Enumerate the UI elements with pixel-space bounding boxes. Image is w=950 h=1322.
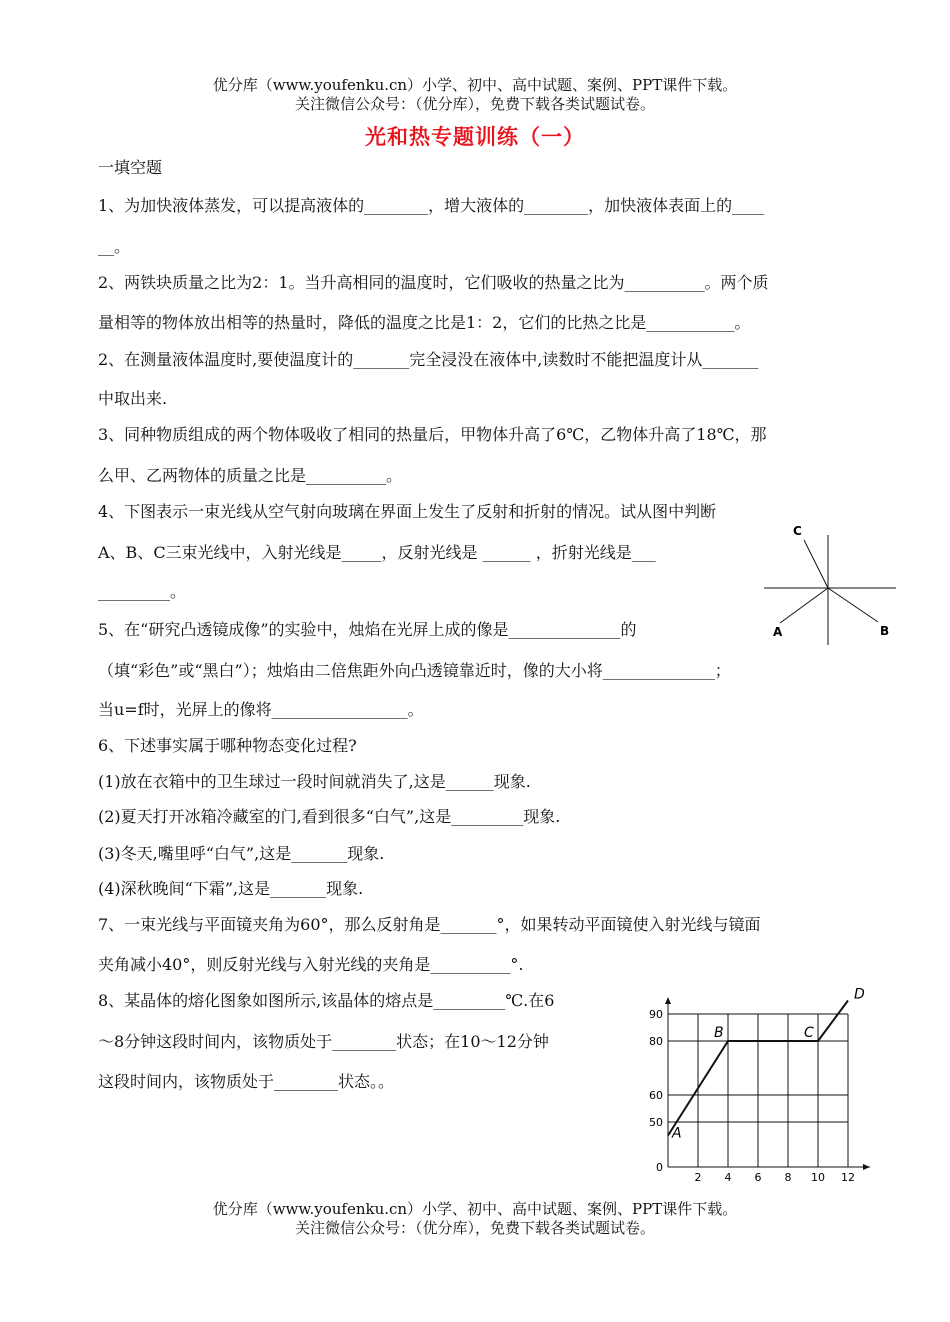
point-label-a: A [672, 1125, 682, 1142]
header-line-1: 优分库（www.youfenku.cn）小学、初中、高中试题、案例、PPT课件下载。 [212, 76, 738, 94]
point-label-d: D [854, 986, 865, 1003]
ray-b [828, 588, 878, 622]
footer-line-1: 优分库（www.youfenku.cn）小学、初中、高中试题、案例、PPT课件下载。 [212, 1200, 738, 1218]
y-tick-label: 80 [649, 1035, 663, 1048]
x-axis-arrow [863, 1164, 870, 1170]
question-2b-line-2: 中取出来. [98, 389, 168, 408]
x-tick-label: 2 [694, 1171, 702, 1184]
ray-c [804, 540, 828, 588]
question-6-line-5: (4)深秋晚间“下霜”,这是_______现象. [98, 879, 364, 898]
x-tick-label: 6 [754, 1171, 762, 1184]
point-label-b: B [714, 1025, 724, 1041]
question-5-line-2: （填“彩色”或“黑白”）；烛焰由二倍焦距外向凸透镜靠近时，像的大小将______________； [98, 661, 731, 680]
question-4-line-3: _________。 [98, 582, 187, 601]
question-8-line-1: 8、某晶体的熔化图象如图所示,该晶体的熔点是_________℃.在6 [98, 991, 555, 1010]
question-8-line-3: 这段时间内，该物质处于________状态。。 [98, 1072, 395, 1091]
y-axis-arrow [665, 997, 671, 1004]
y-tick-label: 0 [656, 1161, 663, 1174]
section-heading: 一填空题 [98, 158, 163, 177]
question-6-line-3: (2)夏天打开冰箱冷藏室的门,看到很多“白气”,这是_________现象. [98, 807, 561, 826]
question-2-line-2: 量相等的物体放出相等的热量时，降低的温度之比是1：2，它们的比热之比是___________。 [98, 313, 751, 332]
question-4-line-1: 4、下图表示一束光线从空气射向玻璃在界面上发生了反射和折射的情况。试从图中判断 [98, 502, 717, 521]
light-ray-figure [760, 520, 900, 650]
header-line-2: 关注微信公众号：（优分库），免费下载各类试题试卷。 [294, 95, 655, 113]
y-tick-label: 60 [649, 1089, 663, 1102]
page-title: 光和热专题训练（一） [365, 124, 585, 149]
question-7-line-1: 7、一束光线与平面镜夹角为60°，那么反射角是_______°，如果转动平面镜使入射光线与镜面 [98, 915, 761, 934]
question-7-line-2: 夹角减小40°，则反射光线与入射光线的夹角是__________°. [98, 955, 524, 974]
question-6-line-2: (1)放在衣箱中的卫生球过一段时间就消失了,这是______现象. [98, 772, 531, 791]
melting-curve-chart [640, 986, 875, 1185]
question-5-line-3: 当u=f时，光屏上的像将_________________。 [98, 700, 424, 719]
ray-a [780, 588, 828, 623]
y-tick-label: 90 [649, 1008, 663, 1021]
question-6-line-1: 6、下述事实属于哪种物态变化过程? [98, 736, 357, 755]
point-label-c: C [804, 1025, 814, 1041]
question-8-line-2: ～8分钟这段时间内，该物质处于________状态；在10～12分钟 [98, 1032, 549, 1051]
question-2-line-1: 2、两铁块质量之比为2：1。当升高相同的温度时，它们吸收的热量之比为__________。两个质 [98, 273, 769, 292]
x-tick-label: 4 [724, 1171, 732, 1184]
question-6-line-4: (3)冬天,嘴里呼“白气”,这是_______现象. [98, 844, 385, 863]
y-tick-label: 50 [649, 1116, 663, 1129]
question-3-line-1: 3、同种物质组成的两个物体吸收了相同的热量后，甲物体升高了6℃，乙物体升高了18℃，那 [98, 425, 767, 444]
question-1-line-1: 1、为加快液体蒸发，可以提高液体的________，增大液体的________，加快液体表面上的____ [98, 196, 765, 215]
x-tick-label: 8 [784, 1171, 792, 1184]
question-3-line-2: 么甲、乙两物体的质量之比是__________。 [98, 466, 403, 485]
chart-axes [665, 997, 870, 1170]
question-1-line-2: __。 [98, 237, 131, 256]
question-4-line-2: A、B、C三束光线中，入射光线是_____，反射光线是 ______ ，折射光线是___ [98, 543, 656, 562]
ray-b-label: B [880, 624, 890, 638]
footer-line-2: 关注微信公众号：（优分库），免费下载各类试题试卷。 [294, 1219, 655, 1237]
ray-a-label: A [773, 625, 783, 639]
ray-c-label: C [793, 524, 802, 538]
question-5-line-1: 5、在“研究凸透镜成像”的实验中，烛焰在光屏上成的像是______________的 [98, 620, 637, 639]
x-tick-label: 10 [811, 1171, 825, 1184]
question-2b-line-1: 2、在测量液体温度时,要使温度计的_______完全浸没在液体中,读数时不能把温度计从_______ [98, 350, 759, 369]
x-tick-label: 12 [841, 1171, 855, 1184]
